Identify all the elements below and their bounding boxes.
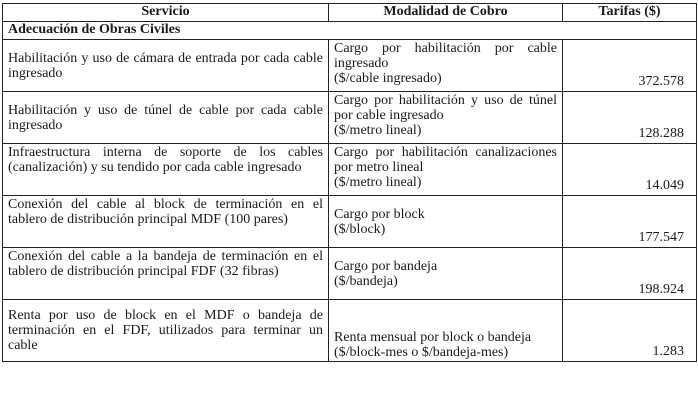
cell-tarifa: 177.547 <box>563 196 697 248</box>
cell-tarifa: 1.283 <box>563 300 697 362</box>
cell-tarifa: 128.288 <box>563 92 697 144</box>
header-row <box>3 4 697 22</box>
modalidad-text: Cargo por bandeja ($/bandeja) <box>334 258 438 289</box>
table-row <box>3 248 697 300</box>
cell-servicio: Renta por uso de block en el MDF o bandeja de terminación en el FDF, utilizados para terminar un cable <box>3 300 329 362</box>
modalidad-text: Cargo por habilitación y uso de túnel por cable ingresado ($/metro lineal) <box>334 93 557 138</box>
cell-servicio: Conexión del cable al block de terminación en el tablero de distribución principal MDF (100 pares) <box>3 196 329 248</box>
tariff-table <box>2 3 697 362</box>
cell-modalidad <box>329 248 563 300</box>
cell-modalidad <box>329 196 563 248</box>
modalidad-text: Cargo por habilitación canalizaciones por metro lineal ($/metro lineal) <box>334 145 557 190</box>
table-row <box>3 144 697 196</box>
section-row <box>3 22 697 40</box>
table-row <box>3 300 697 362</box>
cell-tarifa: 14.049 <box>563 144 697 196</box>
cell-modalidad <box>329 144 563 196</box>
header-modalidad: Modalidad de Cobro <box>329 4 563 22</box>
table-row <box>3 40 697 92</box>
header-tarifas: Tarifas ($) <box>563 4 697 22</box>
modalidad-text: Renta mensual por block o bandeja ($/block-mes o $/bandeja-mes) <box>334 330 532 360</box>
cell-servicio: Habilitación y uso de túnel de cable por cada cable ingresado <box>3 92 329 144</box>
cell-servicio: Habilitación y uso de cámara de entrada por cada cable ingresado <box>3 40 329 92</box>
cell-modalidad <box>329 300 563 362</box>
cell-servicio: Conexión del cable a la bandeja de terminación en el tablero de distribución principal FDF (32 fibras) <box>3 248 329 300</box>
cell-modalidad <box>329 40 563 92</box>
table-row <box>3 92 697 144</box>
table-row <box>3 196 697 248</box>
cell-servicio: Infraestructura interna de soporte de los cables (canalización) y su tendido por cada cable ingresado <box>3 144 329 196</box>
modalidad-text: Cargo por habilitación por cable ingresado ($/cable ingresado) <box>334 41 557 86</box>
header-servicio: Servicio <box>3 4 329 22</box>
section-title: Adecuación de Obras Civiles <box>3 22 697 40</box>
cell-tarifa: 198.924 <box>563 248 697 300</box>
modalidad-text: Cargo por block ($/block) <box>334 206 425 237</box>
cell-modalidad <box>329 92 563 144</box>
cell-tarifa: 372.578 <box>563 40 697 92</box>
